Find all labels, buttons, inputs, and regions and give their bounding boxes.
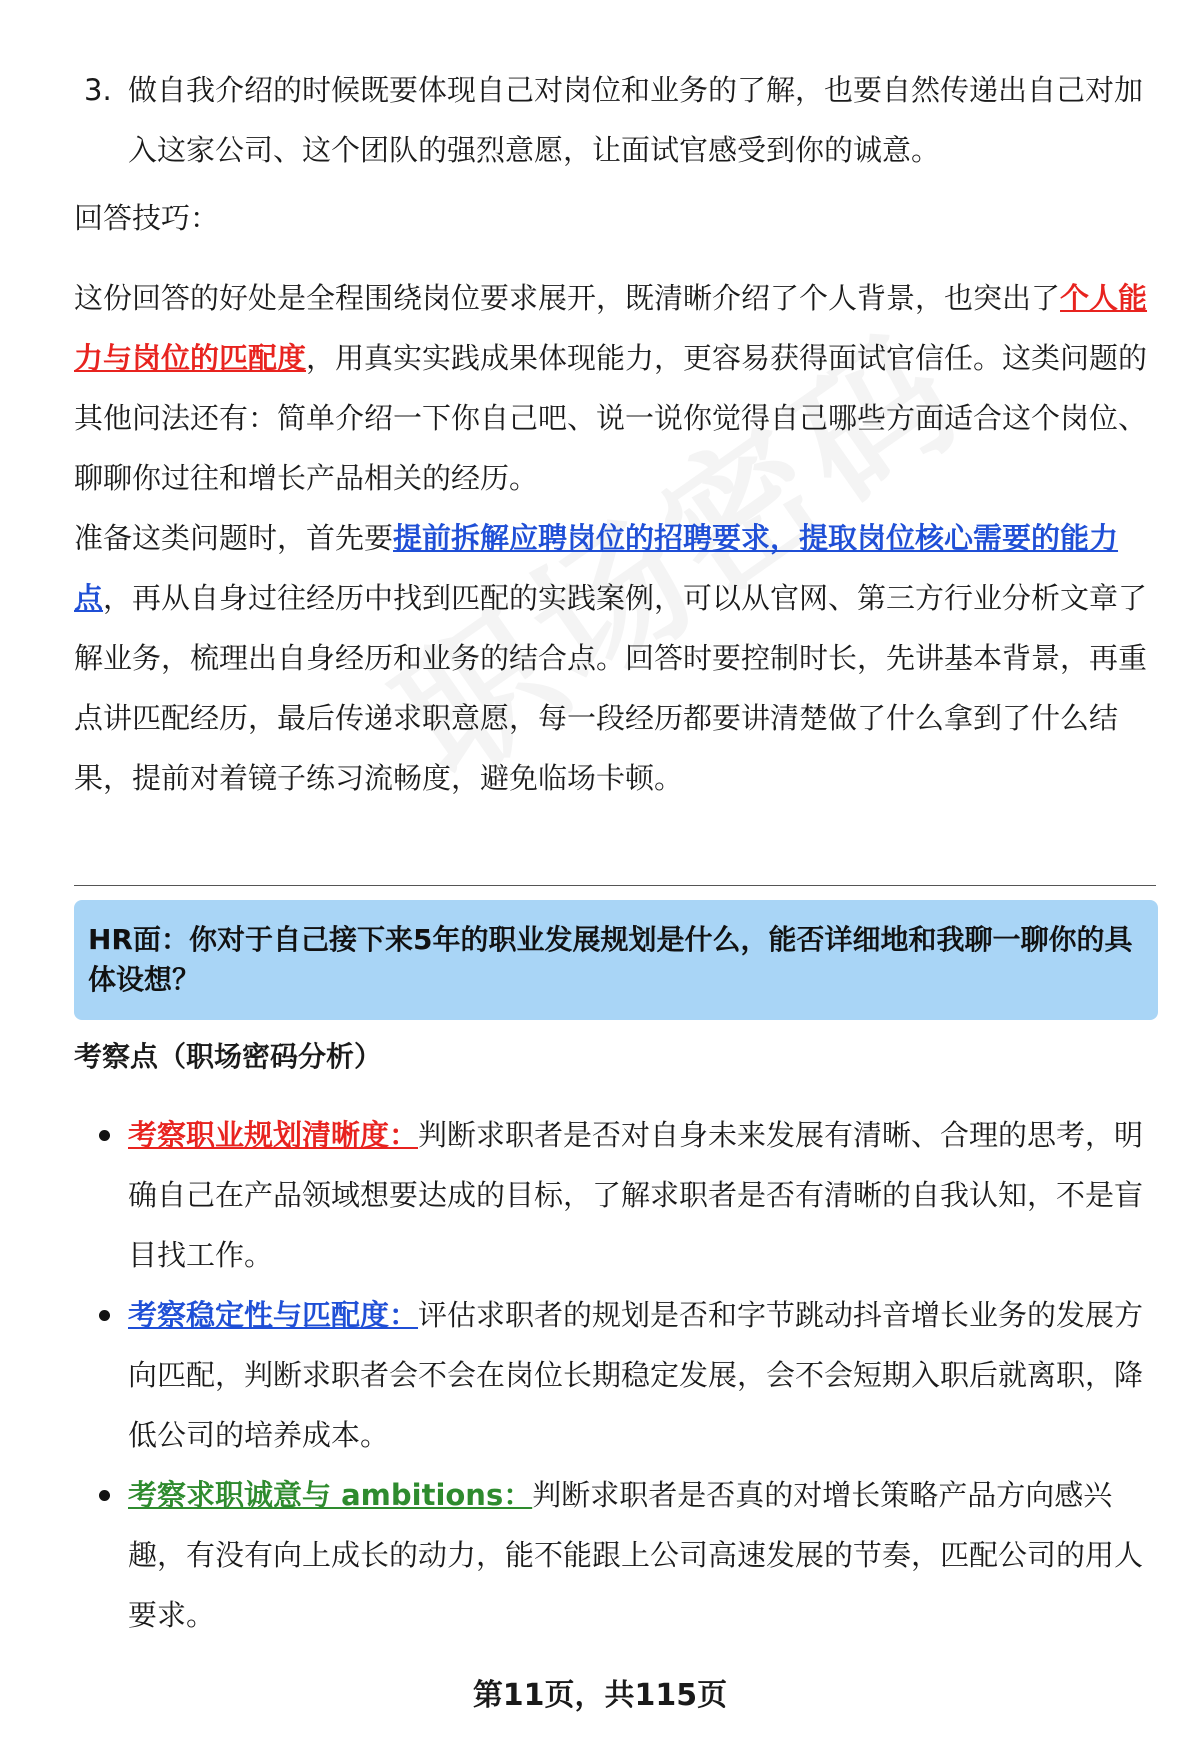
bullet-dot-icon bbox=[99, 1310, 110, 1321]
bullet-text: 判断求职者是否对自身未来发展有清晰、合理的思考，明确自己在产品领域想要达成的目标，了解求职者是否有清晰的自我认知，不是盲目找工作。 bbox=[128, 1118, 1144, 1272]
tips-label: 回答技巧： bbox=[74, 201, 220, 235]
paragraph-text: 准备这类问题时，首先要 bbox=[74, 521, 394, 555]
list-item bbox=[74, 1285, 1154, 1465]
bullet-label: 考察职业规划清晰度： bbox=[128, 1118, 419, 1152]
paragraph-preparation bbox=[74, 508, 1149, 808]
numbered-list-item bbox=[74, 60, 1149, 180]
paragraph-text: ，再从自身过往经历中找到匹配的实践案例，可以从官网、第三方行业分析文章了解业务，梳理出自身经历和业务的结合点。回答时要控制时长，先讲基本背景，再重点讲匹配经历，最后传递求职意愿，每一段经历都要讲清楚做了什么拿到了什么结果，提前对着镜子练习流畅度，避免临场卡顿。 bbox=[74, 581, 1148, 795]
bullet-list bbox=[74, 1105, 1154, 1645]
question-box bbox=[74, 900, 1158, 1020]
highlight-text: 提前拆解应聘岗位的招聘要求，提取岗位核心需要的能力点 bbox=[74, 521, 1119, 615]
list-item bbox=[74, 1465, 1154, 1645]
bullet-dot-icon bbox=[99, 1490, 110, 1501]
section-heading: 考察点（职场密码分析） bbox=[74, 1040, 383, 1073]
page-number-footer: 第11页，共115页 bbox=[472, 1678, 728, 1713]
question-text: HR面：你对于自己接下来5年的职业发展规划是什么，能否详细地和我聊一聊你的具体设想？ bbox=[88, 923, 1133, 996]
bullet-text: 评估求职者的规划是否和字节跳动抖音增长业务的发展方向匹配，判断求职者会不会在岗位长期稳定发展，会不会短期入职后就离职，降低公司的培养成本。 bbox=[128, 1298, 1144, 1452]
list-item bbox=[74, 1105, 1154, 1285]
bullet-text: 判断求职者是否真的对增长策略产品方向感兴趣，有没有向上成长的动力，能不能跟上公司高速发展的节奏，匹配公司的用人要求。 bbox=[128, 1478, 1144, 1632]
list-number: 3. bbox=[84, 73, 112, 107]
paragraph-text: ，用真实实践成果体现能力，更容易获得面试官信任。这类问题的其他问法还有：简单介绍一下你自己吧、说一说你觉得自己哪些方面适合这个岗位、聊聊你过往和增长产品相关的经历。 bbox=[74, 341, 1148, 495]
bullet-label: 考察求职诚意与 ambitions： bbox=[128, 1478, 533, 1512]
bullet-dot-icon bbox=[99, 1130, 110, 1141]
paragraph-text: 这份回答的好处是全程围绕岗位要求展开，既清晰介绍了个人背景，也突出了 bbox=[74, 281, 1061, 315]
section-divider bbox=[74, 885, 1156, 886]
highlight-text: 个人能力与岗位的匹配度 bbox=[74, 281, 1148, 375]
paragraph-answer-benefit bbox=[74, 268, 1149, 508]
bullet-label: 考察稳定性与匹配度： bbox=[128, 1298, 419, 1332]
list-item-text: 做自我介绍的时候既要体现自己对岗位和业务的了解，也要自然传递出自己对加入这家公司、这个团队的强烈意愿，让面试官感受到你的诚意。 bbox=[128, 73, 1144, 167]
